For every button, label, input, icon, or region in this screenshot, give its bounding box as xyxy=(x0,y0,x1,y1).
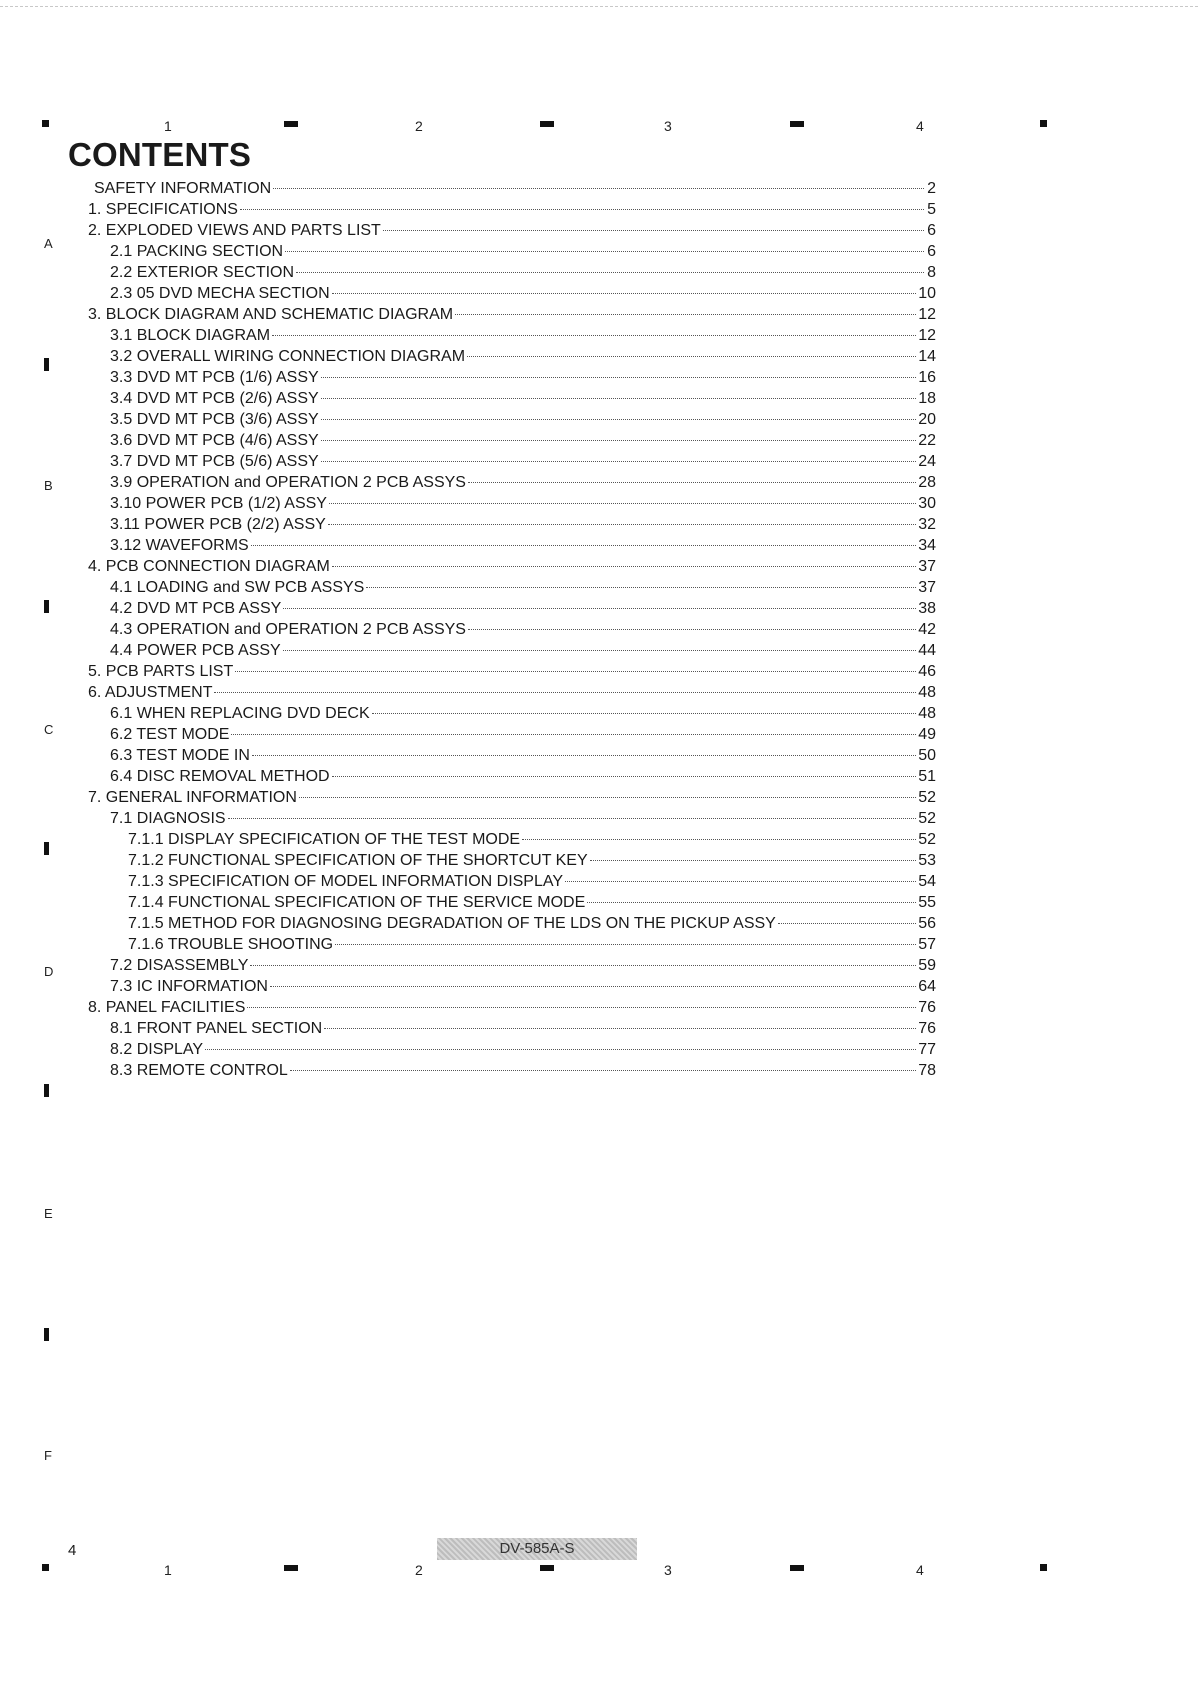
toc-entry[interactable] xyxy=(88,367,936,388)
dot-leader xyxy=(455,314,916,315)
row-label: D xyxy=(44,964,54,979)
dot-leader xyxy=(296,272,924,273)
column-label: 4 xyxy=(916,1562,924,1578)
toc-entry-page: 12 xyxy=(918,306,936,323)
dot-leader xyxy=(240,209,924,210)
toc-entry[interactable] xyxy=(88,1018,936,1039)
toc-entry[interactable] xyxy=(88,535,936,556)
column-label: 3 xyxy=(664,118,672,134)
toc-entry-label: 7. GENERAL INFORMATION xyxy=(88,789,297,806)
toc-entry-label: 3. BLOCK DIAGRAM AND SCHEMATIC DIAGRAM xyxy=(88,306,454,323)
toc-entry-page: 20 xyxy=(918,411,936,428)
toc-entry-page: 52 xyxy=(918,831,936,848)
dot-leader xyxy=(270,986,916,987)
toc-entry[interactable] xyxy=(88,703,936,724)
row-divider-mark xyxy=(44,1084,49,1097)
toc-entry-page: 59 xyxy=(918,957,936,974)
toc-entry-page: 48 xyxy=(918,705,936,722)
toc-entry[interactable] xyxy=(88,178,936,199)
toc-entry[interactable] xyxy=(88,745,936,766)
toc-entry-page: 64 xyxy=(918,978,936,995)
dot-leader xyxy=(366,587,916,588)
toc-entry-page: 24 xyxy=(918,453,936,470)
toc-entry-page: 22 xyxy=(918,432,936,449)
registration-mark xyxy=(540,1565,554,1571)
table-of-contents xyxy=(88,178,936,1081)
toc-entry[interactable] xyxy=(88,577,936,598)
toc-entry-page: 37 xyxy=(918,558,936,575)
registration-mark xyxy=(1040,1564,1047,1571)
toc-entry-page: 32 xyxy=(918,516,936,533)
toc-entry-page: 56 xyxy=(918,915,936,932)
toc-entry-label: 3.1 BLOCK DIAGRAM xyxy=(110,327,271,344)
toc-entry-page: 77 xyxy=(918,1041,936,1058)
toc-entry-page: 53 xyxy=(918,852,936,869)
dot-leader xyxy=(522,839,916,840)
toc-entry-label: 6. ADJUSTMENT xyxy=(88,684,213,701)
toc-entry[interactable] xyxy=(88,766,936,787)
dot-leader xyxy=(299,797,916,798)
dot-leader xyxy=(252,755,916,756)
toc-entry-page: 5 xyxy=(927,201,936,218)
toc-entry-page: 12 xyxy=(918,327,936,344)
toc-entry-label: SAFETY INFORMATION xyxy=(94,180,272,197)
toc-entry[interactable] xyxy=(88,241,936,262)
toc-entry[interactable] xyxy=(88,871,936,892)
toc-entry-label: 6.2 TEST MODE xyxy=(110,726,230,743)
toc-entry-label: 3.9 OPERATION and OPERATION 2 PCB ASSYS xyxy=(110,474,466,491)
dot-leader xyxy=(468,482,916,483)
toc-entry-label: 8. PANEL FACILITIES xyxy=(88,999,246,1016)
toc-entry[interactable] xyxy=(88,451,936,472)
dot-leader xyxy=(321,461,917,462)
registration-mark xyxy=(42,120,49,127)
toc-entry-label: 2.2 EXTERIOR SECTION xyxy=(110,264,295,281)
toc-entry-label: 3.5 DVD MT PCB (3/6) ASSY xyxy=(110,411,319,428)
row-divider-mark xyxy=(44,1328,49,1341)
toc-entry-label: 6.4 DISC REMOVAL METHOD xyxy=(110,768,330,785)
toc-entry[interactable] xyxy=(88,640,936,661)
toc-entry-page: 42 xyxy=(918,621,936,638)
toc-entry-page: 54 xyxy=(918,873,936,890)
toc-entry[interactable] xyxy=(88,619,936,640)
toc-entry[interactable] xyxy=(88,829,936,850)
toc-entry-page: 51 xyxy=(918,768,936,785)
toc-entry-label: 6.1 WHEN REPLACING DVD DECK xyxy=(110,705,370,722)
dot-leader xyxy=(251,545,917,546)
dot-leader xyxy=(273,188,924,189)
toc-entry-page: 14 xyxy=(918,348,936,365)
toc-entry-page: 49 xyxy=(918,726,936,743)
dot-leader xyxy=(328,524,916,525)
dot-leader xyxy=(321,377,917,378)
toc-entry-page: 50 xyxy=(918,747,936,764)
column-label: 1 xyxy=(164,1562,172,1578)
dot-leader xyxy=(332,566,916,567)
dot-leader xyxy=(468,629,916,630)
dot-leader xyxy=(372,713,917,714)
row-label: A xyxy=(44,236,53,251)
dot-leader xyxy=(231,734,916,735)
toc-entry-label: 3.11 POWER PCB (2/2) ASSY xyxy=(110,516,326,533)
toc-entry-page: 48 xyxy=(918,684,936,701)
dot-leader xyxy=(321,398,917,399)
model-badge: DV-585A-S xyxy=(437,1538,637,1560)
dot-leader xyxy=(590,860,917,861)
dot-leader xyxy=(205,1049,916,1050)
toc-entry-label: 7.1.3 SPECIFICATION OF MODEL INFORMATION DISPLAY xyxy=(128,873,564,890)
registration-mark xyxy=(1040,120,1047,127)
toc-entry-page: 46 xyxy=(918,663,936,680)
row-label: F xyxy=(44,1448,52,1463)
dot-leader xyxy=(272,335,916,336)
toc-entry-page: 6 xyxy=(927,243,936,260)
toc-entry-label: 8.3 REMOTE CONTROL xyxy=(110,1062,288,1079)
toc-entry-label: 7.2 DISASSEMBLY xyxy=(110,957,249,974)
column-label: 1 xyxy=(164,118,172,134)
toc-entry-label: 7.1 DIAGNOSIS xyxy=(110,810,226,827)
column-label: 4 xyxy=(916,118,924,134)
toc-entry[interactable] xyxy=(88,472,936,493)
dot-leader xyxy=(283,650,916,651)
toc-entry-page: 52 xyxy=(918,810,936,827)
toc-entry-label: 8.1 FRONT PANEL SECTION xyxy=(110,1020,323,1037)
toc-entry[interactable] xyxy=(88,682,936,703)
dot-leader xyxy=(332,293,917,294)
toc-entry-label: 3.10 POWER PCB (1/2) ASSY xyxy=(110,495,327,512)
dot-leader xyxy=(383,230,924,231)
toc-entry[interactable] xyxy=(88,493,936,514)
dot-leader xyxy=(285,251,924,252)
toc-entry-label: 4.3 OPERATION and OPERATION 2 PCB ASSYS xyxy=(110,621,466,638)
row-label: E xyxy=(44,1206,53,1221)
row-divider-mark xyxy=(44,358,49,371)
toc-entry[interactable] xyxy=(88,325,936,346)
toc-entry-label: 7.3 IC INFORMATION xyxy=(110,978,268,995)
toc-entry[interactable] xyxy=(88,955,936,976)
dot-leader xyxy=(332,776,917,777)
toc-entry[interactable] xyxy=(88,304,936,325)
dot-leader xyxy=(467,356,916,357)
toc-entry-page: 38 xyxy=(918,600,936,617)
registration-mark xyxy=(790,1565,804,1571)
dot-leader xyxy=(235,671,916,672)
toc-entry-label: 7.1.4 FUNCTIONAL SPECIFICATION OF THE SERVICE MODE xyxy=(128,894,586,911)
toc-entry-page: 2 xyxy=(927,180,936,197)
dot-leader xyxy=(778,923,916,924)
row-label: C xyxy=(44,722,54,737)
toc-entry[interactable] xyxy=(88,262,936,283)
row-label: B xyxy=(44,478,53,493)
registration-mark xyxy=(284,121,298,127)
toc-entry-page: 44 xyxy=(918,642,936,659)
toc-entry[interactable] xyxy=(88,220,936,241)
toc-entry-label: 1. SPECIFICATIONS xyxy=(88,201,238,218)
toc-entry[interactable] xyxy=(88,199,936,220)
dot-leader xyxy=(290,1070,916,1071)
toc-entry-label: 4.4 POWER PCB ASSY xyxy=(110,642,281,659)
toc-entry[interactable] xyxy=(88,1060,936,1081)
toc-entry-page: 28 xyxy=(918,474,936,491)
toc-entry-label: 2.3 05 DVD MECHA SECTION xyxy=(110,285,330,302)
registration-mark xyxy=(284,1565,298,1571)
toc-entry-label: 7.1.5 METHOD FOR DIAGNOSING DEGRADATION OF THE LDS ON THE PICKUP ASSY xyxy=(128,915,776,932)
toc-entry[interactable] xyxy=(88,1039,936,1060)
toc-entry-page: 55 xyxy=(918,894,936,911)
toc-entry-label: 8.2 DISPLAY xyxy=(110,1041,204,1058)
dot-leader xyxy=(283,608,916,609)
toc-entry-label: 6.3 TEST MODE IN xyxy=(110,747,250,764)
toc-entry[interactable] xyxy=(88,850,936,871)
toc-entry[interactable] xyxy=(88,724,936,745)
toc-entry-page: 8 xyxy=(927,264,936,281)
toc-entry[interactable] xyxy=(88,283,936,304)
registration-mark xyxy=(790,121,804,127)
dot-leader xyxy=(214,692,916,693)
toc-entry[interactable] xyxy=(88,913,936,934)
toc-entry[interactable] xyxy=(88,556,936,577)
toc-entry[interactable] xyxy=(88,598,936,619)
toc-entry-label: 7.1.2 FUNCTIONAL SPECIFICATION OF THE SHORTCUT KEY xyxy=(128,852,588,869)
toc-entry-label: 3.2 OVERALL WIRING CONNECTION DIAGRAM xyxy=(110,348,466,365)
toc-entry[interactable] xyxy=(88,514,936,535)
column-label: 2 xyxy=(415,118,423,134)
toc-entry-page: 6 xyxy=(927,222,936,239)
dot-leader xyxy=(324,1028,916,1029)
toc-entry-label: 5. PCB PARTS LIST xyxy=(88,663,234,680)
registration-mark xyxy=(540,121,554,127)
column-ruler-top xyxy=(0,118,1198,134)
row-divider-mark xyxy=(44,842,49,855)
toc-entry-page: 16 xyxy=(918,369,936,386)
page-number: 4 xyxy=(68,1542,77,1559)
dot-leader xyxy=(335,944,916,945)
toc-entry-label: 3.4 DVD MT PCB (2/6) ASSY xyxy=(110,390,319,407)
dot-leader xyxy=(250,965,916,966)
dot-leader xyxy=(321,440,917,441)
toc-entry-label: 3.7 DVD MT PCB (5/6) ASSY xyxy=(110,453,319,470)
dot-leader xyxy=(565,881,916,882)
toc-entry-label: 2.1 PACKING SECTION xyxy=(110,243,284,260)
toc-entry-page: 76 xyxy=(918,999,936,1016)
toc-entry-page: 57 xyxy=(918,936,936,953)
toc-entry[interactable] xyxy=(88,997,936,1018)
toc-entry-page: 34 xyxy=(918,537,936,554)
toc-entry-label: 7.1.6 TROUBLE SHOOTING xyxy=(128,936,334,953)
toc-entry-page: 18 xyxy=(918,390,936,407)
scan-top-edge xyxy=(0,6,1198,7)
toc-entry-page: 78 xyxy=(918,1062,936,1079)
row-divider-mark xyxy=(44,600,49,613)
column-label: 3 xyxy=(664,1562,672,1578)
toc-entry[interactable] xyxy=(88,808,936,829)
toc-entry[interactable] xyxy=(88,976,936,997)
toc-entry[interactable] xyxy=(88,430,936,451)
column-ruler-bottom xyxy=(0,1562,1198,1578)
dot-leader xyxy=(587,902,916,903)
toc-entry[interactable] xyxy=(88,934,936,955)
toc-entry-page: 52 xyxy=(918,789,936,806)
toc-entry-page: 76 xyxy=(918,1020,936,1037)
toc-entry[interactable] xyxy=(88,892,936,913)
dot-leader xyxy=(321,419,917,420)
toc-entry-page: 37 xyxy=(918,579,936,596)
toc-entry-label: 4.1 LOADING and SW PCB ASSYS xyxy=(110,579,365,596)
toc-entry[interactable] xyxy=(88,787,936,808)
page-title: CONTENTS xyxy=(68,136,252,173)
toc-entry-page: 10 xyxy=(918,285,936,302)
toc-entry-label: 3.3 DVD MT PCB (1/6) ASSY xyxy=(110,369,319,386)
dot-leader xyxy=(247,1007,916,1008)
toc-entry-label: 7.1.1 DISPLAY SPECIFICATION OF THE TEST MODE xyxy=(128,831,521,848)
toc-entry-page: 30 xyxy=(918,495,936,512)
registration-mark xyxy=(42,1564,49,1571)
toc-entry-label: 3.6 DVD MT PCB (4/6) ASSY xyxy=(110,432,319,449)
dot-leader xyxy=(329,503,916,504)
toc-entry-label: 4.2 DVD MT PCB ASSY xyxy=(110,600,282,617)
toc-entry[interactable] xyxy=(88,346,936,367)
dot-leader xyxy=(228,818,917,819)
toc-entry[interactable] xyxy=(88,409,936,430)
toc-entry-label: 3.12 WAVEFORMS xyxy=(110,537,249,554)
toc-entry-label: 2. EXPLODED VIEWS AND PARTS LIST xyxy=(88,222,381,239)
column-label: 2 xyxy=(415,1562,423,1578)
toc-entry-label: 4. PCB CONNECTION DIAGRAM xyxy=(88,558,330,575)
toc-entry[interactable] xyxy=(88,388,936,409)
toc-entry[interactable] xyxy=(88,661,936,682)
